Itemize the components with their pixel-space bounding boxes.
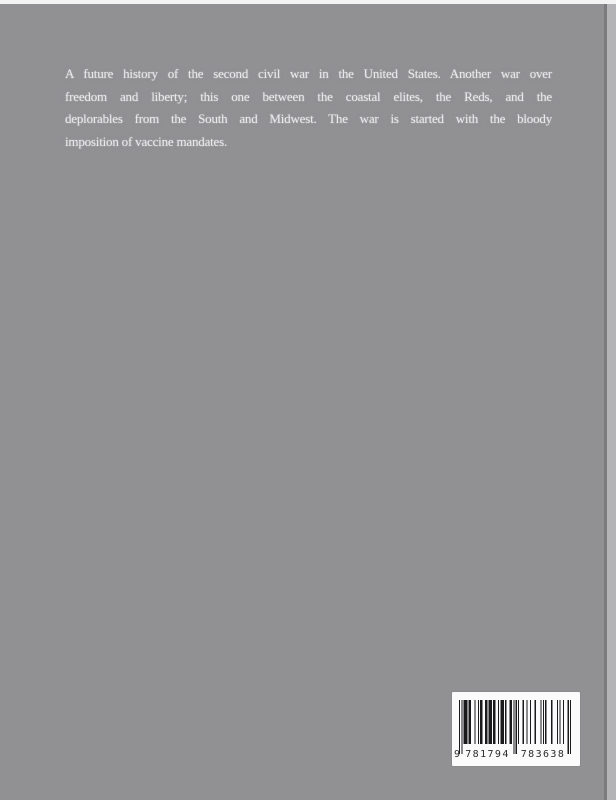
synopsis-line-1: A future history of the second civil war in the United States. Another war over (65, 66, 552, 81)
background-right-edge (607, 0, 616, 800)
synopsis-line-2: freedom and liberty; this one between the coastal elites, the Reds, and the (65, 88, 552, 104)
barcode-right-digit-group: 783638 (520, 749, 566, 760)
synopsis-line-3: deplorables from the South and Midwest. The war is started with the bloody (65, 111, 552, 126)
cover-surface (0, 3, 604, 800)
isbn-barcode-sticker (452, 692, 580, 766)
barcode-bars (459, 700, 572, 754)
background-top-edge (0, 0, 616, 4)
cover-right-edge-shadow (604, 2, 607, 800)
synopsis-line-4: imposition of vaccine mandates. (65, 133, 228, 149)
barcode-first-digit: 9 (453, 749, 461, 760)
barcode-left-digit-group: 781794 (465, 749, 510, 760)
synopsis-paragraph (65, 63, 552, 153)
